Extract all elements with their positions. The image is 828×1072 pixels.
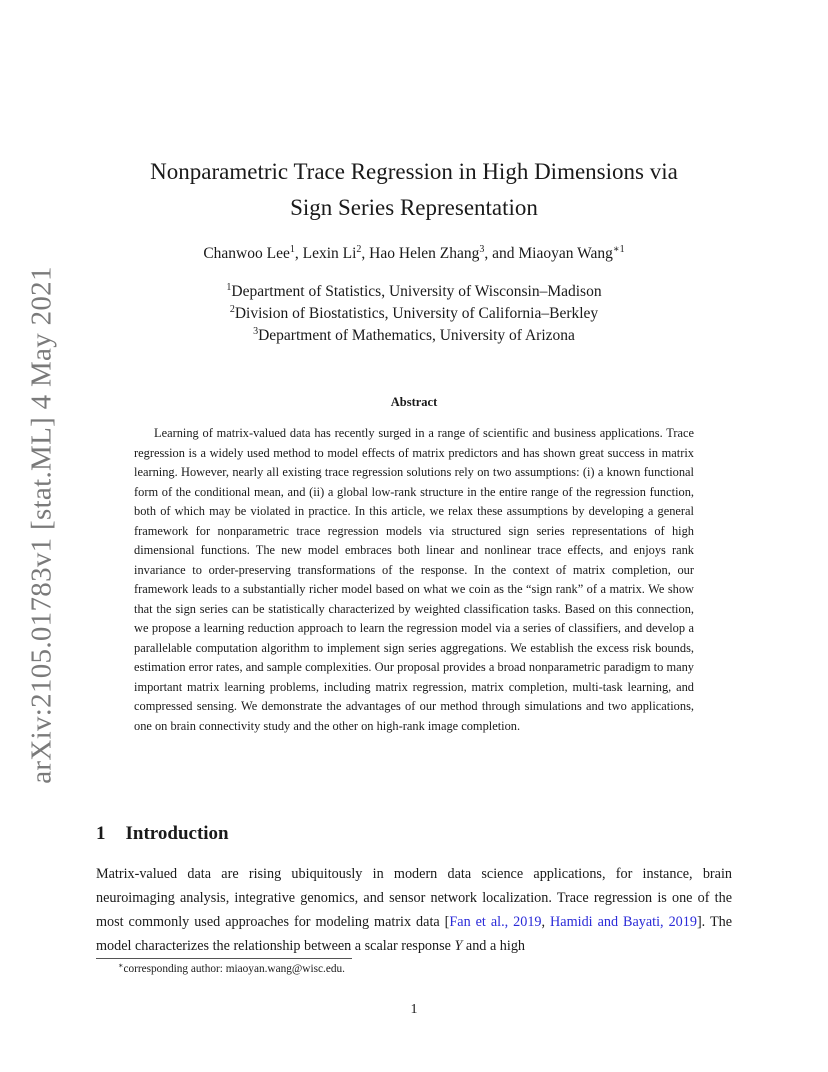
section-title: Introduction [125,823,229,844]
math-variable: Y [454,938,463,954]
author-affiliation-marker: 1 [289,244,295,255]
affiliation-marker: 2 [229,304,235,315]
author-list [0,243,828,265]
paper-title [0,154,828,226]
footnote-text: corresponding author: miaoyan.wang@wisc.edu. [123,963,345,975]
section-number: 1 [96,823,106,844]
affiliation-text: Department of Statistics, University of Wisconsin–Madison [231,283,602,300]
abstract-body: Learning of matrix-valued data has recently surged in a range of scientific and business applications. Trace regression is a widely used method to model effects of matrix predictors and has shown great success in matrix learning. However, nearly all existing trace regression solutions rely on two assumptions: (i) a known functional form of the conditional mean, and (ii) a global low-rank structure in the entire range of the regression function, both of which may be violated in practice. In this article, we relax these assumptions by developing a general framework for nonparametric trace regression models via structured sign series representations of high dimensional functions. The new model embraces both linear and nonlinear trace effects, and enjoys rank invariance to order-preserving transformations of the response. In the context of matrix completion, our framework leads to a substantially richer model based on what we coin as the “sign rank” of a matrix. We show that the sign series can be statistically characterized by weighted classification tasks. Based on this connection, we propose a learning reduction approach to learn the regression model via a series of classifiers, and develop a parallelable computation algorithm to implement sign series aggregations. We establish the excess risk bounds, estimation error rates, and sample complexities. Our proposal provides a broad nonparametric paradigm to many important matrix learning problems, including matrix regression, matrix completion, multi-task learning, and compressed sensing. We demonstrate the advantages of our method through simulations and two applications, one on brain connectivity study and the other on high-rank image completion. [134,426,694,733]
title-line-2: Sign Series Representation [290,195,538,220]
author-separator: , [361,245,370,262]
affiliation-marker: 3 [253,326,259,337]
intro-text: ]. The model characterizes the relationship between a scalar response [96,914,732,954]
affiliation [0,303,828,325]
author-affiliation-marker: 2 [356,244,362,255]
author: Miaoyan Wang [518,245,613,262]
citation-link[interactable]: Hamidi and Bayati, 2019 [550,914,697,930]
author: Hao Helen Zhang [369,245,480,262]
footnote [118,961,345,975]
footnote-marker: ∗ [118,961,124,970]
affiliation-marker: 1 [226,282,232,293]
intro-paragraph [96,862,732,958]
affiliation [0,281,828,303]
author-separator: , and [484,245,519,262]
affiliation-text: Department of Mathematics, University of Arizona [258,327,575,344]
citation-separator: , [541,914,551,930]
affiliation [0,325,828,347]
title-line-1: Nonparametric Trace Regression in High Dimensions via [150,159,678,184]
author-affiliation-marker: ∗1 [612,244,625,255]
intro-text: Matrix-valued data are rising ubiquitously in modern data science applications, for instance, brain neuroimaging analysis, integrative genomics, and sensor network localization. Trace regression is one of the most commonly used approaches for modeling matrix data [ [96,866,732,930]
author: Chanwoo Lee [203,245,290,262]
author-affiliation-marker: 3 [479,244,485,255]
author: Lexin Li [302,245,357,262]
affiliation-text: Division of Biostatistics, University of California–Berkley [234,305,599,322]
citation-link[interactable]: Fan et al., 2019 [449,914,542,930]
section-heading [96,823,229,845]
intro-text: and a high [462,938,526,954]
footnote-divider [96,958,352,959]
author-separator: , [294,245,303,262]
arxiv-identifier: arXiv:2105.01783v1 [stat.ML] 4 May 2021 [25,266,58,784]
abstract-heading: Abstract [390,395,438,409]
page-number: 1 [410,1002,418,1017]
affiliation-list [0,281,828,347]
